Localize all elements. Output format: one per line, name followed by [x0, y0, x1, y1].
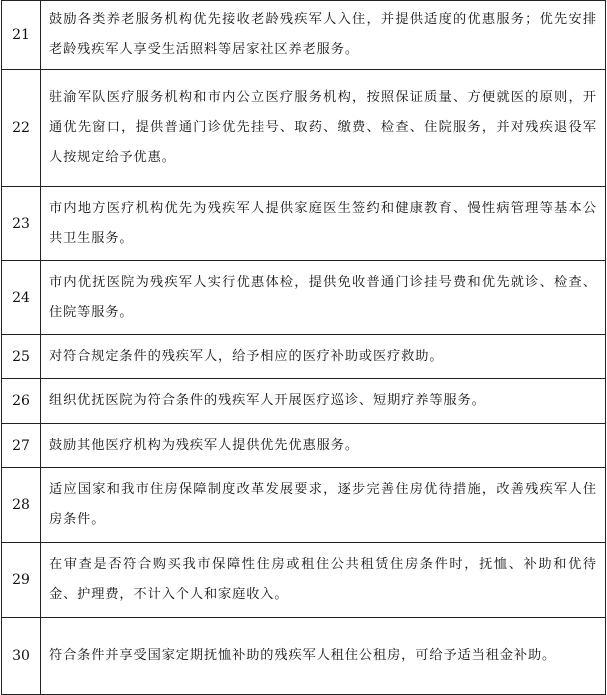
table-row — [2, 618, 606, 695]
table-row — [2, 543, 606, 618]
row-text: 市内优抚医院为残疾军人实行优惠体检，提供免收普通门诊挂号费和优先就诊、检查、住院等服务。 — [41, 261, 606, 335]
row-number: 26 — [2, 379, 41, 424]
table-row — [2, 335, 606, 379]
row-number: 22 — [2, 70, 41, 187]
row-number: 21 — [2, 1, 41, 70]
row-number: 30 — [2, 618, 41, 695]
row-number: 23 — [2, 187, 41, 261]
table-row — [2, 468, 606, 543]
row-text: 组织优抚医院为符合条件的残疾军人开展医疗巡诊、短期疗养等服务。 — [41, 379, 606, 424]
row-number: 29 — [2, 543, 41, 618]
table-row — [2, 187, 606, 261]
row-text: 鼓励各类养老服务机构优先接收老龄残疾军人入住，并提供适度的优惠服务；优先安排老龄残疾军人享受生活照料等居家社区养老服务。 — [41, 1, 606, 70]
row-text: 市内地方医疗机构优先为残疾军人提供家庭医生签约和健康教育、慢性病管理等基本公共卫生服务。 — [41, 187, 606, 261]
table-row — [2, 1, 606, 70]
row-text: 对符合规定条件的残疾军人，给予相应的医疗补助或医疗救助。 — [41, 335, 606, 379]
row-text: 在审查是否符合购买我市保障性住房或租住公共租赁住房条件时，抚恤、补助和优待金、护理费，不计入个人和家庭收入。 — [41, 543, 606, 618]
table-row — [2, 379, 606, 424]
row-number: 28 — [2, 468, 41, 543]
row-text: 适应国家和我市住房保障制度改革发展要求，逐步完善住房优待措施，改善残疾军人住房条件。 — [41, 468, 606, 543]
row-text: 驻渝军队医疗服务机构和市内公立医疗服务机构，按照保证质量、方便就医的原则，开通优先窗口，提供普通门诊优先挂号、取药、缴费、检查、住院服务，并对残疾退役军人按规定给予优惠。 — [41, 70, 606, 187]
table-row — [2, 70, 606, 187]
table-row — [2, 424, 606, 468]
row-number: 24 — [2, 261, 41, 335]
policy-table — [1, 0, 606, 695]
row-number: 25 — [2, 335, 41, 379]
row-text: 符合条件并享受国家定期抚恤补助的残疾军人租住公租房，可给予适当租金补助。 — [41, 618, 606, 695]
row-text: 鼓励其他医疗机构为残疾军人提供优先优惠服务。 — [41, 424, 606, 468]
table-row — [2, 261, 606, 335]
row-number: 27 — [2, 424, 41, 468]
